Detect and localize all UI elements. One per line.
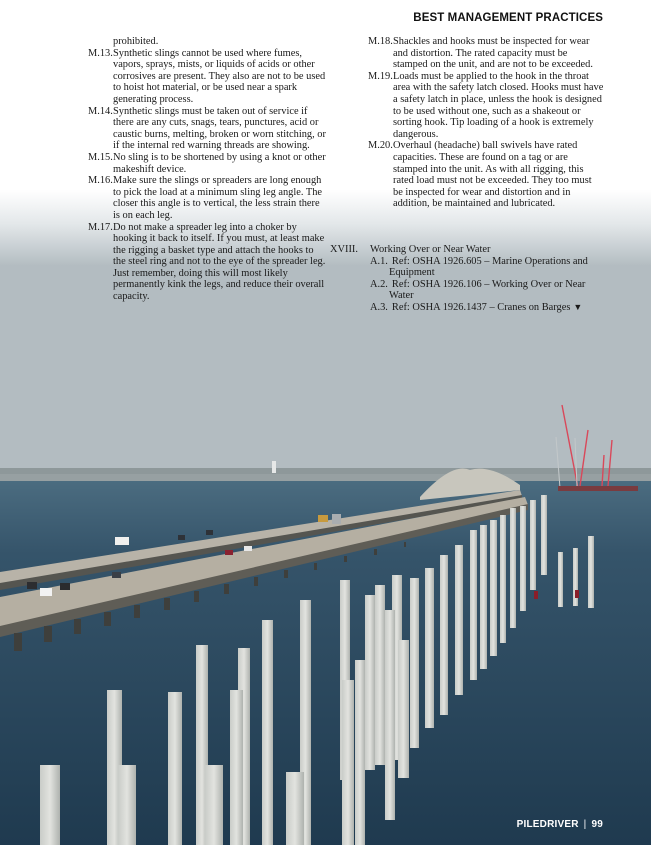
page-number: 99 (591, 819, 603, 830)
sub-item (370, 279, 610, 302)
item-number: M.13. (88, 47, 113, 59)
item-text: No sling is to be shortened by using a knot or other makeshift device. (113, 151, 326, 175)
sub-item-number: A.1. (370, 255, 388, 267)
section-header: BEST MANAGEMENT PRACTICES (413, 12, 603, 24)
item-number: M.14. (88, 105, 113, 117)
item-number: M.17. (88, 221, 113, 233)
item-text: Make sure the slings or spreaders are long enough to pick the load at a minimum sling leg angle. The closer this angle is to vertical, the less strain there is on each leg. (113, 175, 323, 221)
section-heading (330, 244, 610, 256)
sub-item (370, 256, 610, 279)
list-item (88, 48, 326, 106)
buoy (575, 590, 579, 598)
sub-item-text-cont: Equipment (389, 267, 435, 279)
buoy (534, 591, 538, 599)
sub-item-text: Ref: OSHA 1926.605 – Marine Operations and (391, 255, 588, 267)
section-title: Working Over or Near Water (370, 244, 491, 255)
list-item (368, 36, 604, 71)
right-column (368, 36, 604, 210)
section-number: XVIII. (330, 244, 358, 255)
footer-separator: | (583, 819, 587, 830)
left-column (88, 36, 326, 303)
item-text: Shackles and hooks must be inspected for wear and distortion. The rated capacity must be stamped on the unit, and are not to be exceeded. (393, 36, 593, 71)
section-working-over-water (330, 244, 610, 314)
list-item (88, 152, 326, 175)
list-item (88, 222, 326, 303)
item-number: M.19. (368, 70, 393, 82)
end-of-article-icon: ▼ (573, 301, 583, 312)
item-number: M.18. (368, 36, 393, 47)
continued-text: prohibited. (113, 36, 159, 47)
sub-item-number: A.2. (370, 278, 388, 290)
sub-item (370, 302, 610, 314)
item-text: Do not make a spreader leg into a choker by hooking it back to itself. If you must, at least make the rigging a basket type and attach the hooks to the steel ring and not to the eye of the spreader leg. Just remember, doing this will most likely permanently kink the legs, and reduce their overall capacity. (113, 221, 326, 303)
list-item (368, 140, 604, 210)
list-item (368, 71, 604, 141)
barge (558, 486, 638, 491)
item-number: M.16. (88, 175, 113, 187)
item-number: M.15. (88, 151, 113, 163)
item-text: Overhaul (headache) ball swivels have rated capacities. These are found on a tag or are stamped into the unit. As with all rigging, this rated load must not be exceeded. They too must be inspected for wear and distortion and in addition, be maintained and lubricated. (393, 140, 592, 210)
sub-item-text: Ref: OSHA 1926.1437 – Cranes on Barges (391, 301, 571, 313)
list-item (88, 106, 326, 152)
sub-item-text: Ref: OSHA 1926.106 – Working Over or Near (391, 278, 586, 290)
sub-item-number: A.3. (370, 301, 388, 313)
item-number: M.20. (368, 140, 393, 152)
sub-item-text-cont: Water (389, 290, 414, 302)
item-text: Synthetic slings must be taken out of service if there are any cuts, snags, tears, punctures, acid or caustic burns, melting, broken or worn stitching, or if the internal red warning threads are showing. (113, 105, 326, 152)
publication-name: PILEDRIVER (516, 819, 579, 830)
list-item (88, 175, 326, 221)
page-footer (517, 819, 603, 830)
item-text: Synthetic slings cannot be used where fumes, vapors, sprays, mists, or liquids of acids or other corrosives are present. They also are not to be used to hoist hot material, or be used near a spark generating process. (113, 47, 326, 105)
item-text: Loads must be applied to the hook in the throat area with the safety latch closed. Hooks must have a safety latch in place, unless the hook is designed to be used without one, such as a shakeout or sorting hook. Tip loading of a hook is extremely dangerous. (393, 70, 604, 140)
water-tower (272, 461, 276, 473)
